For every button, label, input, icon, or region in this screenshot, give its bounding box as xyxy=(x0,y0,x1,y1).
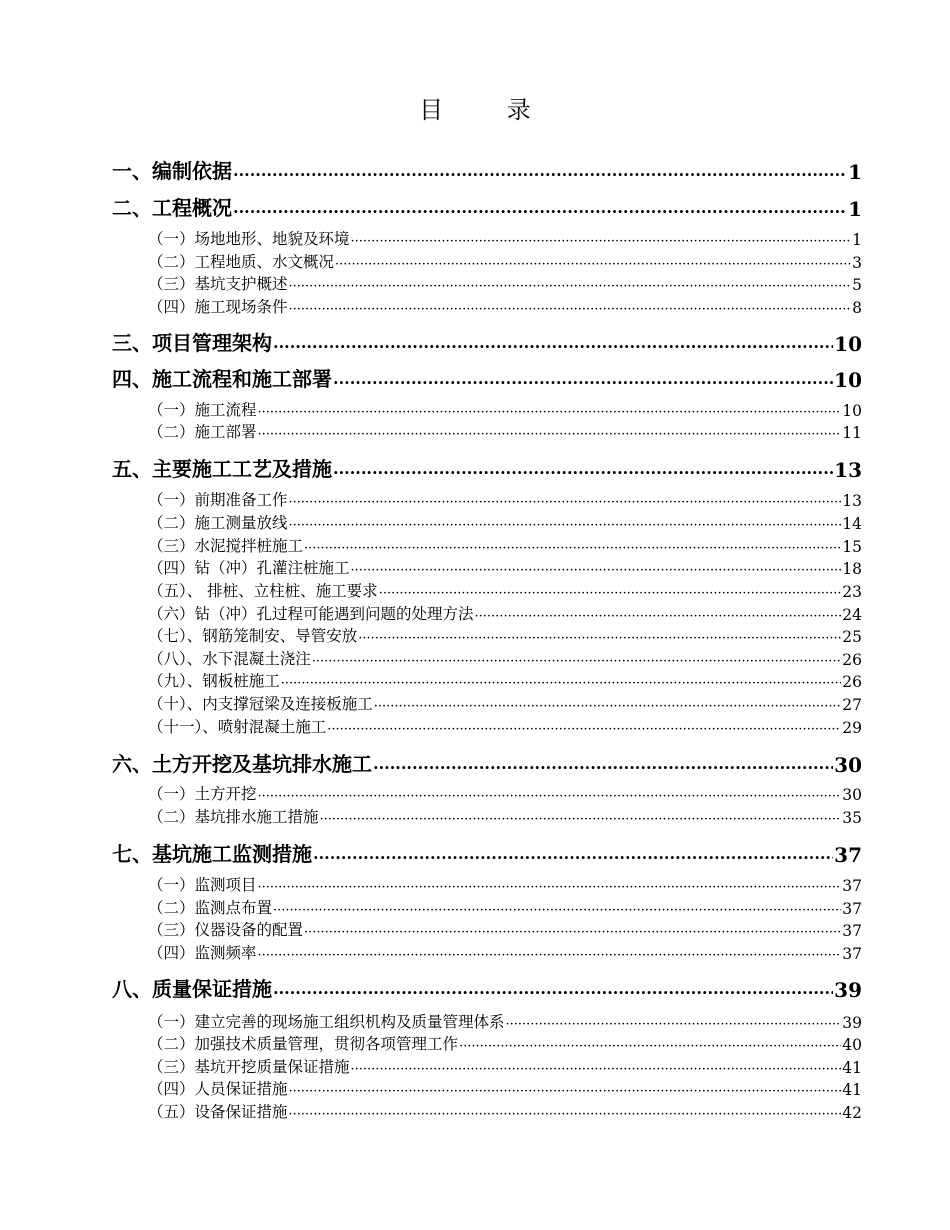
dot-leader xyxy=(258,880,842,895)
entry-page-number: 37 xyxy=(834,843,862,867)
entry-title: （五）设备保证措施 xyxy=(148,1103,288,1121)
entry-page-number: 37 xyxy=(842,922,862,940)
entry-page-number: 26 xyxy=(842,651,862,669)
entry-title: （三）基坑开挖质量保证措施 xyxy=(148,1058,350,1076)
entry-title: （十）、内支撑冠梁及连接板施工 xyxy=(148,695,373,713)
entry-title: （二）工程地质、水文概况 xyxy=(148,253,335,271)
entry-title: （五）、 排桩、立柱桩、施工要求 xyxy=(148,582,378,600)
entry-page-number: 39 xyxy=(834,978,862,1002)
dot-leader xyxy=(475,609,842,624)
toc-chapter-entry[interactable] xyxy=(112,973,862,1002)
entry-title: 五、主要施工工艺及措施 xyxy=(112,457,332,481)
toc-section-entry[interactable] xyxy=(112,1010,862,1032)
entry-title: （一）施工流程 xyxy=(148,401,257,419)
dot-leader xyxy=(304,541,841,556)
dot-leader xyxy=(289,279,852,294)
entry-title: 六、土方开挖及基坑排水施工 xyxy=(112,752,372,776)
entry-title: （一）土方开挖 xyxy=(148,785,257,803)
dot-leader xyxy=(358,631,841,646)
toc-section-entry[interactable] xyxy=(112,488,862,510)
dot-leader xyxy=(289,1084,842,1099)
entry-title: （三）水泥搅拌桩施工 xyxy=(148,537,304,555)
toc-section-entry[interactable] xyxy=(112,782,862,804)
dot-leader xyxy=(258,427,842,442)
toc-section-entry[interactable] xyxy=(112,1055,862,1077)
dot-leader xyxy=(313,848,833,867)
entry-page-number: 30 xyxy=(842,786,862,804)
entry-page-number: 13 xyxy=(842,492,862,510)
entry-page-number: 37 xyxy=(842,877,862,895)
toc-section-entry[interactable] xyxy=(112,1100,862,1122)
toc-section-entry[interactable] xyxy=(112,805,862,827)
dot-leader xyxy=(351,1062,842,1077)
dot-leader xyxy=(273,903,841,918)
entry-page-number: 11 xyxy=(842,424,862,442)
entry-title: 三、项目管理架构 xyxy=(112,331,272,355)
toc-section-entry[interactable] xyxy=(112,1077,862,1099)
dot-leader xyxy=(320,812,842,827)
dot-leader xyxy=(289,495,842,510)
toc-section-entry[interactable] xyxy=(112,420,862,442)
dot-leader xyxy=(459,1039,841,1054)
entry-page-number: 1 xyxy=(852,231,862,249)
entry-title: （二）加强技术质量管理，贯彻各项管理工作 xyxy=(148,1035,459,1053)
entry-page-number: 40 xyxy=(842,1036,862,1054)
dot-leader xyxy=(273,983,833,1002)
toc-section-entry[interactable] xyxy=(112,624,862,646)
dot-leader xyxy=(273,337,833,356)
entry-page-number: 39 xyxy=(842,1014,862,1032)
dot-leader xyxy=(289,1107,842,1122)
dot-leader xyxy=(281,676,842,691)
toc-section-entry[interactable] xyxy=(112,534,862,556)
entry-title: （二）基坑排水施工措施 xyxy=(148,808,319,826)
dot-leader xyxy=(333,373,833,392)
toc-section-entry[interactable] xyxy=(112,715,862,737)
entry-page-number: 26 xyxy=(842,673,862,691)
dot-leader xyxy=(351,563,842,578)
toc-section-entry[interactable] xyxy=(112,602,862,624)
entry-title: （四）施工现场条件 xyxy=(148,298,288,316)
entry-title: （四）钻（冲）孔灌注桩施工 xyxy=(148,559,350,577)
entry-page-number: 37 xyxy=(842,945,862,963)
entry-page-number: 10 xyxy=(842,402,862,420)
entry-page-number: 41 xyxy=(842,1059,862,1077)
entry-title: （六）钻（冲）孔过程可能遇到问题的处理方法 xyxy=(148,605,474,623)
entry-page-number: 13 xyxy=(834,458,862,482)
entry-page-number: 24 xyxy=(842,606,862,624)
dot-leader xyxy=(233,202,847,221)
entry-page-number: 30 xyxy=(834,753,862,777)
entry-title: （一）前期准备工作 xyxy=(148,491,288,509)
entry-title: （四）监测频率 xyxy=(148,944,257,962)
toc-chapter-entry[interactable] xyxy=(112,327,862,356)
entry-page-number: 37 xyxy=(842,900,862,918)
dot-leader xyxy=(258,405,842,420)
dot-leader xyxy=(374,699,842,714)
entry-page-number: 15 xyxy=(842,538,862,556)
entry-page-number: 10 xyxy=(834,368,862,392)
entry-page-number: 29 xyxy=(842,719,862,737)
dot-leader xyxy=(233,165,847,184)
toc-chapter-entry[interactable] xyxy=(112,453,862,482)
dot-leader xyxy=(312,654,842,669)
entry-page-number: 8 xyxy=(852,299,862,317)
toc-section-entry[interactable] xyxy=(112,1032,862,1054)
toc-section-entry[interactable] xyxy=(112,295,862,317)
entry-title: （一）场地地形、地貌及环境 xyxy=(148,230,350,248)
toc-title: 目 录 xyxy=(419,96,559,124)
entry-page-number: 14 xyxy=(842,515,862,533)
entry-title: （四）人员保证措施 xyxy=(148,1080,288,1098)
entry-title: （三）仪器设备的配置 xyxy=(148,921,304,939)
entry-title: 一、编制依据 xyxy=(112,159,232,183)
entry-title: （十一）、喷射混凝土施工 xyxy=(148,718,327,736)
dot-leader xyxy=(289,518,842,533)
dot-leader xyxy=(379,586,842,601)
dot-leader xyxy=(258,948,842,963)
dot-leader xyxy=(335,257,851,272)
entry-title: （二）施工测量放线 xyxy=(148,514,288,532)
entry-title: （一）建立完善的现场施工组织机构及质量管理体系 xyxy=(148,1013,505,1031)
toc-section-entry[interactable] xyxy=(112,579,862,601)
entry-title: 二、工程概况 xyxy=(112,196,232,220)
toc-section-entry[interactable] xyxy=(112,556,862,578)
dot-leader xyxy=(289,302,852,317)
entry-page-number: 18 xyxy=(842,560,862,578)
entry-title: （一）监测项目 xyxy=(148,876,257,894)
dot-leader xyxy=(327,722,841,737)
toc-section-entry[interactable] xyxy=(112,227,862,249)
entry-page-number: 27 xyxy=(842,696,862,714)
entry-title: （二）施工部署 xyxy=(148,423,257,441)
entry-page-number: 42 xyxy=(842,1104,862,1122)
toc-chapter-entry[interactable] xyxy=(112,838,862,867)
toc-section-entry[interactable] xyxy=(112,896,862,918)
toc-chapter-entry[interactable] xyxy=(112,155,862,184)
entry-title: （七）、钢筋笼制安、导管安放 xyxy=(148,627,358,645)
entry-page-number: 1 xyxy=(848,197,862,221)
toc-section-entry[interactable] xyxy=(112,692,862,714)
toc-section-entry[interactable] xyxy=(112,941,862,963)
toc-section-entry[interactable] xyxy=(112,669,862,691)
toc-chapter-entry[interactable] xyxy=(112,748,862,777)
dot-leader xyxy=(304,925,841,940)
entry-page-number: 25 xyxy=(842,628,862,646)
entry-page-number: 41 xyxy=(842,1081,862,1099)
dot-leader xyxy=(258,789,842,804)
entry-page-number: 23 xyxy=(842,583,862,601)
toc-section-entry[interactable] xyxy=(112,511,862,533)
toc-section-entry[interactable] xyxy=(112,647,862,669)
dot-leader xyxy=(351,234,852,249)
entry-title: 七、基坑施工监测措施 xyxy=(112,842,312,866)
entry-page-number: 10 xyxy=(834,332,862,356)
entry-page-number: 5 xyxy=(852,276,862,294)
entry-title: （九）、钢板桩施工 xyxy=(148,672,280,690)
entry-title: （二）监测点布置 xyxy=(148,899,273,917)
dot-leader xyxy=(333,463,833,482)
toc-section-entry[interactable] xyxy=(112,918,862,940)
toc-chapter-entry[interactable] xyxy=(112,363,862,392)
toc-section-entry[interactable] xyxy=(112,250,862,272)
toc-chapter-entry[interactable] xyxy=(112,192,862,221)
entry-page-number: 35 xyxy=(842,809,862,827)
entry-page-number: 3 xyxy=(852,254,862,272)
dot-leader xyxy=(506,1017,842,1032)
toc-section-entry[interactable] xyxy=(112,873,862,895)
toc-section-entry[interactable] xyxy=(112,272,862,294)
entry-title: 四、施工流程和施工部署 xyxy=(112,367,332,391)
entry-page-number: 1 xyxy=(848,160,862,184)
entry-title: （三）基坑支护概述 xyxy=(148,275,288,293)
entry-title: （八）、水下混凝土浇注 xyxy=(148,650,311,668)
entry-title: 八、质量保证措施 xyxy=(112,977,272,1001)
dot-leader xyxy=(373,758,833,777)
toc-section-entry[interactable] xyxy=(112,398,862,420)
